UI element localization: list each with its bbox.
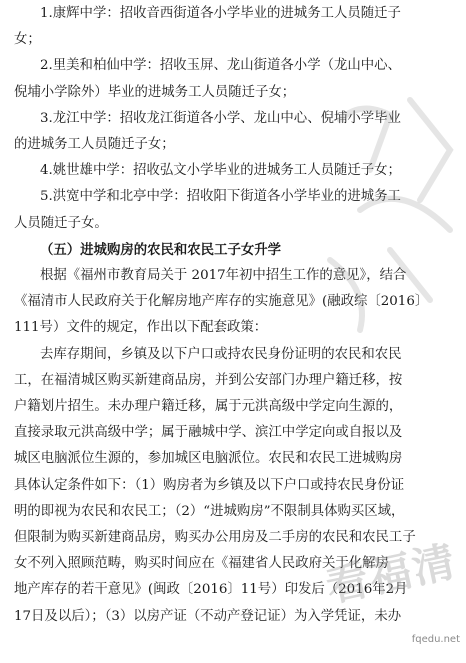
text-line: 但限制为购买新建商品房，购买办公用房及二手房的农民和农民工子 [14,530,416,545]
text-line: 地产库存的若干意见》(闽政〔2016〕11号）印发后（2016年2月 [14,582,408,598]
text-line: 去库存期间，乡镇及以下户口或持农民身份证明的农民和农民 [40,346,402,362]
text-line: 5.洪宽中学和北亭中学：招收阳下街道各小学毕业的进城务工 [40,189,401,205]
text-line: 工，在福清城区购买新建商品房，并到公安部门办理户籍迁移，按 [14,372,403,388]
text-line: 户籍划片招生。未办理户籍迁移，属于元洪高级中学定向生源的， [14,399,403,414]
text-line: 女； [14,32,41,48]
section-heading: （五）进城购房的农民和农民工子女升学 [40,241,282,258]
text-line: 4.姚世雄中学：招收弘文小学毕业的进城务工人员随迁子女； [40,163,401,179]
watermark-url: fqedu.net [411,634,460,645]
text-line: 2.里美和柏仙中学：招收玉屏、龙山街道各小学（龙山中心、 [40,58,401,74]
text-line: 人员随迁子女。 [14,215,108,231]
text-line: 《福清市人民政府关于化解房地产库存的实施意见》(融政综〔2016〕 [14,294,429,310]
text-line: 3.龙江中学：招收龙江街道各小学、龙山中心、倪埔小学毕业 [40,110,401,126]
text-line: 城区电脑派位生源的，参加城区电脑派位。农民和农民工进城购房 [14,451,403,467]
text-line: 1.康辉中学：招收音西街道各小学毕业的进城务工人员随迁子 [40,6,401,21]
text-line: 明的即视为农民和农民工；（2）“进城购房”不限制具体购买区域， [14,503,405,519]
text-line: 具体认定条件如下：（1）购房者为乡镇及以下户口或持农民身份证 [14,477,405,493]
text-line: 根据《福州市教育局关于 2017年初中招生工作的意见》，结合 [40,268,407,283]
watermark-brand: 看福清 [321,536,462,612]
text-line: 直接录取元洪高级中学；属于融城中学、滨江中学定向或自报以及 [14,425,403,441]
text-line: 倪埔小学除外）毕业的进城务工人员随迁子女； [14,84,296,100]
text-line: 111号）文件的规定，作出以下配套政策： [14,320,268,336]
text-line: 17日及以后）；（3）以房产证（不动产登记证）为入学凭证，未办 [14,608,402,624]
text-line: 女不列入照顾范畴，购买时间应在《福建省人民政府关于化解房 [14,556,389,572]
text-line: 的进城务工人员随迁子女； [14,137,175,152]
